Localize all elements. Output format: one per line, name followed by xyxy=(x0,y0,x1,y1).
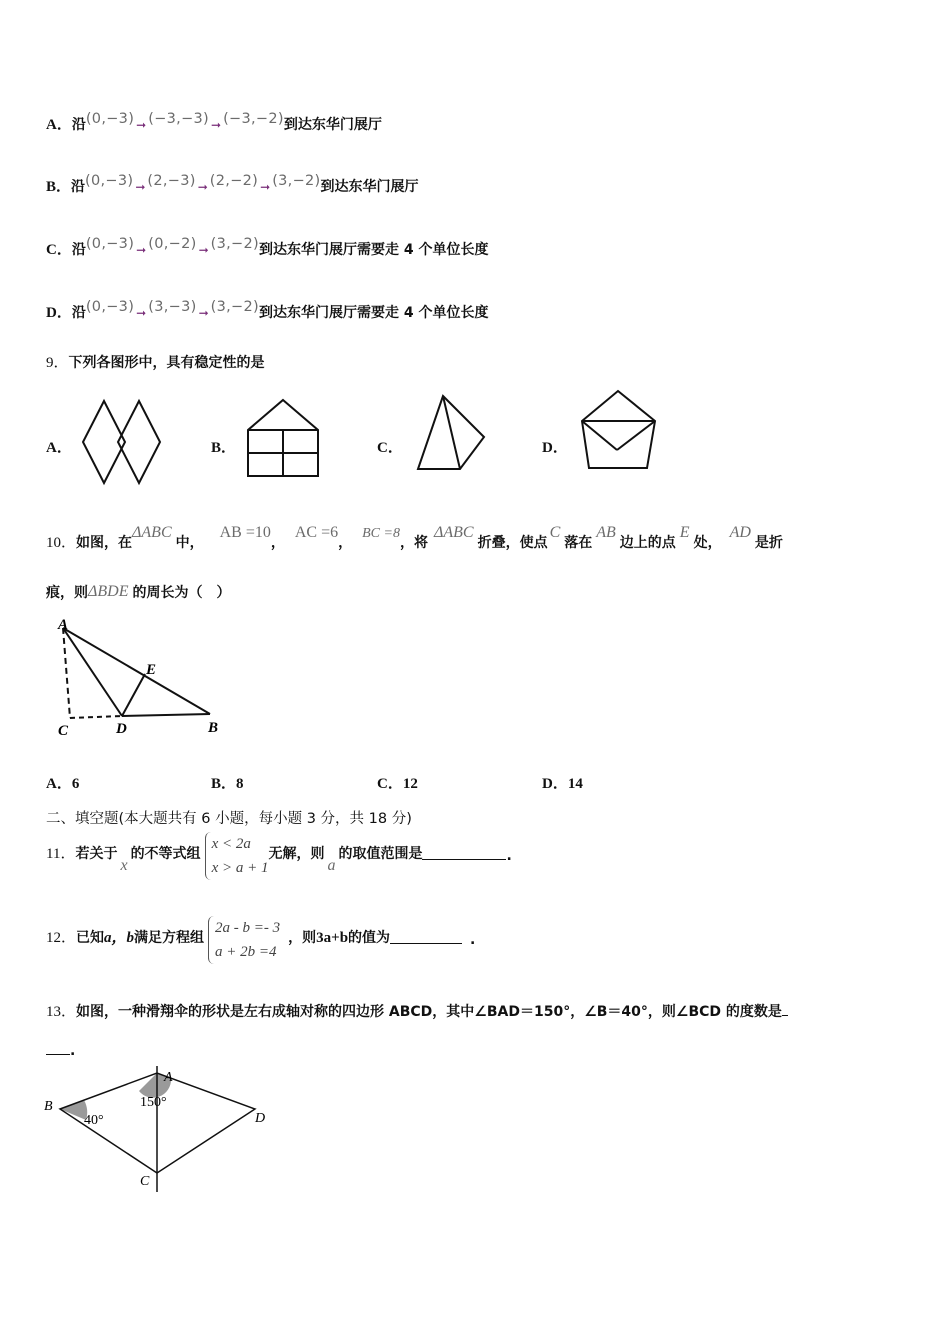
coordinate: (0,−2) xyxy=(148,236,197,252)
angle-label-150: 150° xyxy=(140,1095,167,1110)
question-text: ，则 xyxy=(288,930,317,946)
option-label: D． xyxy=(542,776,568,792)
q8-option-d xyxy=(46,299,489,323)
equation-system xyxy=(208,916,280,964)
answer-blank[interactable] xyxy=(46,1040,70,1055)
q13-stem xyxy=(46,1001,788,1022)
q9-figure-c-tetrahedron xyxy=(414,393,488,473)
q9-option-b-label: B． xyxy=(211,440,237,456)
question-text: 落在 xyxy=(564,535,593,551)
math-expression: AC =6 xyxy=(294,524,339,541)
question-text: 下列各图形中，具有稳定性的是 xyxy=(68,355,265,371)
question-number: 9． xyxy=(46,355,69,371)
option-text: 到达东华门展厅 xyxy=(320,179,419,195)
system-line: x < 2a xyxy=(211,836,251,852)
arrow-icon: ➞ xyxy=(135,180,146,194)
option-text: 到达东华门展厅需要走 4 个单位长度 xyxy=(258,305,489,321)
q9-option-c-label: C． xyxy=(377,440,403,456)
angle-label-40: 40° xyxy=(84,1113,104,1128)
option-text: 到达东华门展厅 xyxy=(283,117,382,133)
option-label: C． xyxy=(46,242,72,258)
question-text: 的值为 xyxy=(348,930,391,946)
coordinate: (3,−2) xyxy=(210,299,259,315)
question-text: . xyxy=(70,1043,76,1059)
question-text: 中， xyxy=(175,535,204,551)
coordinate: (2,−3) xyxy=(147,173,196,189)
arrow-icon: ➞ xyxy=(211,118,222,132)
q11 xyxy=(46,832,512,888)
question-text: 如图，在 xyxy=(76,535,133,551)
option-text: 到达东华门展厅需要走 4 个单位长度 xyxy=(258,242,489,258)
option-label: B． xyxy=(211,776,237,792)
inequality-system xyxy=(205,832,269,880)
q9-figure-a-two-rhombi xyxy=(82,398,164,486)
option-value: 14 xyxy=(567,776,583,792)
option-label: A． xyxy=(46,776,72,792)
q13-stem-line2 xyxy=(46,1040,75,1061)
q8-option-c xyxy=(46,236,489,260)
question-text: . xyxy=(506,848,512,864)
question-number: 13． xyxy=(46,1004,77,1020)
question-text: . xyxy=(470,932,476,948)
coordinate: (−3,−2) xyxy=(223,111,284,127)
math-expression: AB xyxy=(596,524,616,541)
coordinate: (−3,−3) xyxy=(148,111,210,127)
q10-option-a xyxy=(46,774,79,794)
vertex-label-b: B xyxy=(44,1099,53,1114)
option-text: 沿 xyxy=(71,242,86,258)
question-text: 的不等式组 xyxy=(130,846,201,862)
vertex-label-b: B xyxy=(208,720,219,736)
section-heading xyxy=(46,808,412,829)
arrow-icon: ➞ xyxy=(198,243,209,257)
question-text: ， xyxy=(338,535,353,551)
system-line: a + 2b =4 xyxy=(215,944,277,960)
question-text: 若关于 xyxy=(75,846,118,862)
vertex-label-a: A xyxy=(164,1070,173,1085)
q9-option-d-label: D． xyxy=(542,440,568,456)
arrow-icon: ➞ xyxy=(136,118,147,132)
question-number: 11． xyxy=(46,846,76,862)
q9-stem xyxy=(46,352,265,373)
vertex-label-a: A xyxy=(58,617,69,633)
question-text: 边上的点 xyxy=(619,535,676,551)
arrow-icon: ➞ xyxy=(198,306,209,320)
math-expression: 3a+b xyxy=(316,930,349,946)
question-text: 痕，则 xyxy=(46,585,88,601)
question-text: ， xyxy=(270,535,285,551)
option-value: 12 xyxy=(402,776,418,792)
question-text: 无解，则 xyxy=(268,846,325,862)
question-number: 10． xyxy=(46,535,77,551)
math-expression: AB =10 xyxy=(219,524,271,541)
coordinate: (0,−3) xyxy=(85,299,135,315)
section-title: 二、填空题(本大题共有 6 小题，每小题 3 分，共 18 分) xyxy=(46,811,412,827)
answer-blank[interactable] xyxy=(390,929,462,944)
arrow-icon: ➞ xyxy=(136,243,147,257)
option-label: D． xyxy=(46,305,72,321)
vertex-label-e: E xyxy=(146,662,157,678)
coordinate: (0,−3) xyxy=(85,111,135,127)
math-expression: C xyxy=(549,524,561,541)
q10-option-b xyxy=(211,774,244,794)
arrow-icon: ➞ xyxy=(260,180,271,194)
answer-blank[interactable] xyxy=(782,1001,788,1016)
q10-stem-line2 xyxy=(46,582,231,603)
option-text: 沿 xyxy=(71,179,86,195)
option-text: 沿 xyxy=(71,305,86,321)
q13-kite-figure xyxy=(40,1062,280,1198)
answer-blank[interactable] xyxy=(422,845,506,860)
q10-option-c xyxy=(377,774,418,794)
coordinate: (0,−3) xyxy=(85,236,135,252)
q9-option-a-label: A． xyxy=(46,440,72,456)
question-text: 是折 xyxy=(754,535,783,551)
math-expression: ΔABC xyxy=(132,524,172,541)
option-label: A． xyxy=(46,117,72,133)
arrow-icon: ➞ xyxy=(136,306,147,320)
q10-stem-line1 xyxy=(46,524,783,554)
question-text: 折叠，使点 xyxy=(477,535,548,551)
q8-option-b xyxy=(46,173,419,197)
question-text: 如图，一种滑翔伞的形状是左右成轴对称的四边形 ABCD，其中∠BAD＝150°，∠B＝40°，则∠BCD 的度数是 xyxy=(76,1004,782,1020)
vertex-label-c: C xyxy=(140,1174,150,1189)
option-label: C． xyxy=(377,776,403,792)
option-value: 8 xyxy=(236,776,244,792)
q8-option-a xyxy=(46,111,382,135)
vertex-label-d: D xyxy=(255,1111,266,1126)
coordinate: (3,−2) xyxy=(210,236,259,252)
math-expression: ΔBDE xyxy=(88,583,129,600)
option-value: 6 xyxy=(71,776,80,792)
question-number: 12． xyxy=(46,930,77,946)
math-expression: a，b xyxy=(104,930,135,946)
coordinate: (3,−3) xyxy=(148,299,197,315)
question-text: 已知 xyxy=(76,930,105,946)
coordinate: (3,−2) xyxy=(272,173,321,189)
question-text: ，将 xyxy=(399,535,428,551)
coordinate: (2,−2) xyxy=(209,173,259,189)
coordinate: (0,−3) xyxy=(85,173,134,189)
math-expression: x xyxy=(120,857,128,874)
q9-figure-b-house xyxy=(246,398,322,480)
q9-figure-d-pentagon xyxy=(579,388,659,472)
math-expression: a xyxy=(327,857,336,874)
question-text: 的周长为（ ） xyxy=(132,585,231,601)
math-expression: BC =8 xyxy=(362,526,400,541)
question-text: 处， xyxy=(693,535,722,551)
q10-option-d xyxy=(542,774,583,794)
math-expression: E xyxy=(679,524,690,541)
option-text: 沿 xyxy=(71,117,86,133)
option-label: B． xyxy=(46,179,72,195)
math-expression: AD xyxy=(729,524,751,541)
q10-triangle-figure xyxy=(50,612,230,742)
system-line: x > a + 1 xyxy=(211,860,269,876)
question-text: 满足方程组 xyxy=(134,930,205,946)
math-expression: ΔABC xyxy=(433,524,474,541)
question-text: 的取值范围是 xyxy=(338,846,423,862)
vertex-label-d: D xyxy=(116,721,127,737)
system-line: 2a - b =- 3 xyxy=(215,920,281,936)
arrow-icon: ➞ xyxy=(197,180,208,194)
q12 xyxy=(46,916,475,972)
vertex-label-c: C xyxy=(58,723,69,739)
